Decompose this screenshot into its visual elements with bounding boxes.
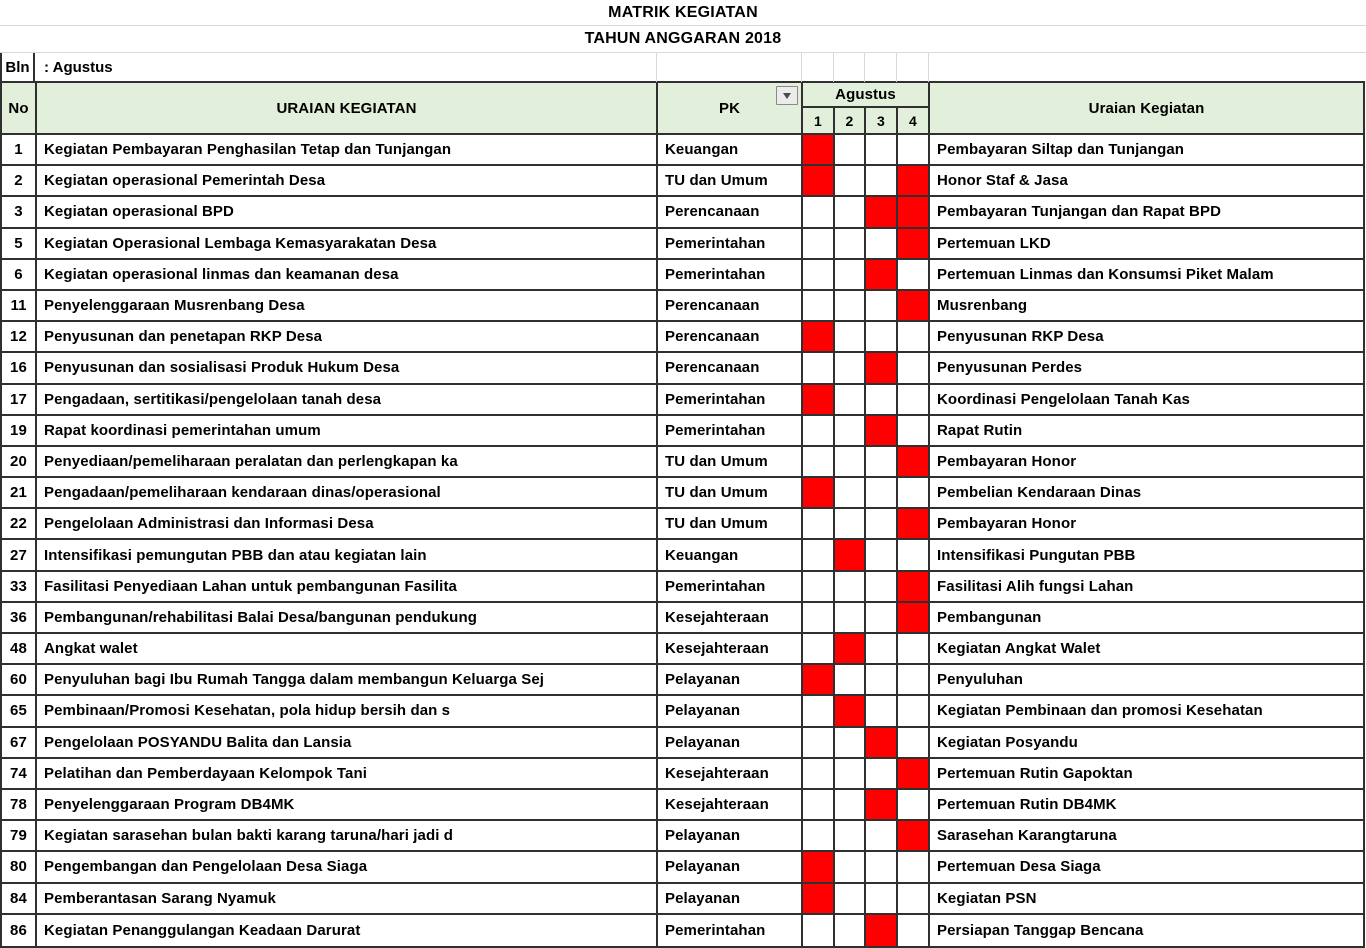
week-1-cell-filled — [803, 478, 835, 509]
cell-kegiatan: Pembinaan/Promosi Kesehatan, pola hidup bersih dan s — [37, 696, 658, 727]
week-3-cell — [866, 229, 898, 260]
gridline — [801, 53, 802, 82]
row-no: 60 — [2, 665, 37, 696]
week-2-cell — [835, 759, 866, 790]
header-uraian-right: Uraian Kegiatan — [930, 83, 1363, 135]
row-no: 86 — [2, 915, 37, 946]
row-no: 78 — [2, 790, 37, 821]
cell-pk: Kesejahteraan — [658, 634, 803, 665]
week-1-cell-filled — [803, 166, 835, 197]
week-2-cell — [835, 197, 866, 228]
cell-kegiatan: Pemberantasan Sarang Nyamuk — [37, 884, 658, 915]
week-4-cell — [898, 322, 930, 353]
cell-uraian: Pembelian Kendaraan Dinas — [930, 478, 1363, 509]
header-week-2: 2 — [835, 108, 866, 135]
cell-uraian: Pertemuan Desa Siaga — [930, 852, 1363, 883]
week-3-cell — [866, 509, 898, 540]
week-2-cell — [835, 790, 866, 821]
cell-kegiatan: Penyelenggaraan Program DB4MK — [37, 790, 658, 821]
week-4-cell — [898, 852, 930, 883]
pk-filter-dropdown[interactable] — [776, 86, 798, 105]
week-2-cell — [835, 821, 866, 852]
week-4-cell-filled — [898, 447, 930, 478]
cell-kegiatan: Kegiatan Penanggulangan Keadaan Darurat — [37, 915, 658, 946]
week-1-cell-filled — [803, 135, 835, 166]
cell-pk: Kesejahteraan — [658, 790, 803, 821]
week-4-cell-filled — [898, 509, 930, 540]
week-3-cell-filled — [866, 353, 898, 384]
row-no: 20 — [2, 447, 37, 478]
cell-kegiatan: Rapat koordinasi pemerintahan umum — [37, 416, 658, 447]
cell-uraian: Musrenbang — [930, 291, 1363, 322]
cell-uraian: Pertemuan Rutin DB4MK — [930, 790, 1363, 821]
cell-uraian: Pertemuan Linmas dan Konsumsi Piket Malam — [930, 260, 1363, 291]
week-4-cell — [898, 665, 930, 696]
cell-kegiatan: Kegiatan operasional BPD — [37, 197, 658, 228]
week-2-cell — [835, 166, 866, 197]
cell-pk: TU dan Umum — [658, 478, 803, 509]
week-2-cell — [835, 572, 866, 603]
gridline — [864, 53, 865, 82]
gridline — [833, 53, 834, 82]
week-1-cell — [803, 229, 835, 260]
week-1-cell-filled — [803, 852, 835, 883]
row-no: 65 — [2, 696, 37, 727]
cell-kegiatan: Kegiatan operasional Pemerintah Desa — [37, 166, 658, 197]
row-no: 12 — [2, 322, 37, 353]
cell-pk: Pelayanan — [658, 728, 803, 759]
week-1-cell — [803, 291, 835, 322]
week-3-cell-filled — [866, 197, 898, 228]
cell-pk: Pelayanan — [658, 665, 803, 696]
week-1-cell-filled — [803, 385, 835, 416]
cell-pk: Pemerintahan — [658, 416, 803, 447]
week-2-cell-filled — [835, 540, 866, 571]
week-2-cell — [835, 509, 866, 540]
week-3-cell-filled — [866, 790, 898, 821]
week-4-cell-filled — [898, 197, 930, 228]
week-3-cell — [866, 759, 898, 790]
week-4-cell-filled — [898, 572, 930, 603]
row-no: 11 — [2, 291, 37, 322]
cell-kegiatan: Pengembangan dan Pengelolaan Desa Siaga — [37, 852, 658, 883]
week-3-cell — [866, 291, 898, 322]
matrix-table — [0, 81, 1365, 948]
week-1-cell-filled — [803, 322, 835, 353]
row-no: 19 — [2, 416, 37, 447]
cell-uraian: Persiapan Tanggap Bencana — [930, 915, 1363, 946]
row-no: 67 — [2, 728, 37, 759]
row-no: 2 — [2, 166, 37, 197]
header-uraian-left: URAIAN KEGIATAN — [37, 83, 658, 135]
cell-uraian: Honor Staf & Jasa — [930, 166, 1363, 197]
week-1-cell — [803, 790, 835, 821]
week-3-cell — [866, 696, 898, 727]
week-4-cell — [898, 634, 930, 665]
cell-kegiatan: Kegiatan Operasional Lembaga Kemasyarakatan Desa — [37, 229, 658, 260]
week-3-cell-filled — [866, 416, 898, 447]
cell-pk: Pelayanan — [658, 696, 803, 727]
week-1-cell — [803, 197, 835, 228]
cell-pk: Pemerintahan — [658, 229, 803, 260]
cell-pk: Pemerintahan — [658, 385, 803, 416]
week-2-cell — [835, 728, 866, 759]
week-4-cell — [898, 260, 930, 291]
week-1-cell-filled — [803, 665, 835, 696]
header-pk — [658, 83, 803, 135]
row-no: 6 — [2, 260, 37, 291]
week-2-cell — [835, 665, 866, 696]
week-4-cell — [898, 884, 930, 915]
week-2-cell — [835, 385, 866, 416]
cell-uraian: Kegiatan PSN — [930, 884, 1363, 915]
cell-pk: TU dan Umum — [658, 166, 803, 197]
row-no: 21 — [2, 478, 37, 509]
week-3-cell — [866, 634, 898, 665]
week-1-cell — [803, 603, 835, 634]
week-1-cell — [803, 540, 835, 571]
row-no: 74 — [2, 759, 37, 790]
week-4-cell-filled — [898, 291, 930, 322]
cell-kegiatan: Angkat walet — [37, 634, 658, 665]
title-area — [0, 0, 1366, 81]
week-1-cell — [803, 759, 835, 790]
cell-kegiatan: Pelatihan dan Pemberdayaan Kelompok Tani — [37, 759, 658, 790]
cell-pk: Pelayanan — [658, 852, 803, 883]
cell-uraian: Pembayaran Tunjangan dan Rapat BPD — [930, 197, 1363, 228]
cell-pk: Perencanaan — [658, 353, 803, 384]
week-1-cell — [803, 696, 835, 727]
week-3-cell-filled — [866, 260, 898, 291]
cell-kegiatan: Fasilitasi Penyediaan Lahan untuk pembangunan Fasilita — [37, 572, 658, 603]
week-1-cell — [803, 915, 835, 946]
week-2-cell — [835, 135, 866, 166]
cell-uraian: Penyusunan RKP Desa — [930, 322, 1363, 353]
header-no: No — [2, 83, 37, 135]
gridline — [656, 53, 657, 82]
cell-uraian: Pembangunan — [930, 603, 1363, 634]
cell-pk: Perencanaan — [658, 291, 803, 322]
week-3-cell — [866, 166, 898, 197]
cell-kegiatan: Penyediaan/pemeliharaan peralatan dan perlengkapan ka — [37, 447, 658, 478]
cell-kegiatan: Kegiatan sarasehan bulan bakti karang taruna/hari jadi d — [37, 821, 658, 852]
week-4-cell — [898, 696, 930, 727]
week-4-cell — [898, 416, 930, 447]
week-3-cell — [866, 852, 898, 883]
week-4-cell — [898, 478, 930, 509]
week-3-cell — [866, 478, 898, 509]
cell-uraian: Intensifikasi Pungutan PBB — [930, 540, 1363, 571]
week-1-cell — [803, 260, 835, 291]
week-1-cell — [803, 572, 835, 603]
week-3-cell — [866, 884, 898, 915]
month-value: : Agustus — [44, 58, 113, 76]
row-no: 5 — [2, 229, 37, 260]
cell-kegiatan: Penyuluhan bagi Ibu Rumah Tangga dalam membangun Keluarga Sej — [37, 665, 658, 696]
cell-uraian: Pembayaran Honor — [930, 447, 1363, 478]
cell-pk: Perencanaan — [658, 322, 803, 353]
header-week-1: 1 — [803, 108, 835, 135]
cell-pk: TU dan Umum — [658, 447, 803, 478]
cell-pk: TU dan Umum — [658, 509, 803, 540]
week-1-cell — [803, 728, 835, 759]
cell-kegiatan: Penyelenggaraan Musrenbang Desa — [37, 291, 658, 322]
week-3-cell-filled — [866, 728, 898, 759]
cell-pk: Kesejahteraan — [658, 603, 803, 634]
week-4-cell — [898, 790, 930, 821]
week-1-cell — [803, 447, 835, 478]
row-no: 17 — [2, 385, 37, 416]
week-2-cell — [835, 229, 866, 260]
cell-kegiatan: Pengelolaan POSYANDU Balita dan Lansia — [37, 728, 658, 759]
cell-kegiatan: Pengadaan, sertitikasi/pengelolaan tanah desa — [37, 385, 658, 416]
cell-kegiatan: Pengadaan/pemeliharaan kendaraan dinas/operasional — [37, 478, 658, 509]
row-no: 80 — [2, 852, 37, 883]
header-week-4: 4 — [898, 108, 930, 135]
week-4-cell-filled — [898, 759, 930, 790]
week-2-cell — [835, 353, 866, 384]
week-3-cell — [866, 821, 898, 852]
week-3-cell — [866, 135, 898, 166]
week-2-cell — [835, 322, 866, 353]
week-4-cell — [898, 915, 930, 946]
week-4-cell — [898, 353, 930, 384]
gridline — [0, 25, 1366, 26]
cell-pk: Perencanaan — [658, 197, 803, 228]
month-row — [0, 52, 1366, 81]
week-1-cell-filled — [803, 884, 835, 915]
cell-uraian: Fasilitasi Alih fungsi Lahan — [930, 572, 1363, 603]
row-no: 79 — [2, 821, 37, 852]
cell-pk: Keuangan — [658, 135, 803, 166]
week-4-cell — [898, 540, 930, 571]
week-2-cell-filled — [835, 696, 866, 727]
cell-uraian: Pembayaran Siltap dan Tunjangan — [930, 135, 1363, 166]
cell-uraian: Kegiatan Posyandu — [930, 728, 1363, 759]
week-1-cell — [803, 821, 835, 852]
week-2-cell-filled — [835, 634, 866, 665]
week-2-cell — [835, 915, 866, 946]
row-no: 22 — [2, 509, 37, 540]
cell-uraian: Pertemuan LKD — [930, 229, 1363, 260]
gridline — [896, 53, 897, 82]
week-1-cell — [803, 509, 835, 540]
week-4-cell — [898, 728, 930, 759]
cell-kegiatan: Penyusunan dan sosialisasi Produk Hukum Desa — [37, 353, 658, 384]
cell-kegiatan: Pengelolaan Administrasi dan Informasi Desa — [37, 509, 658, 540]
week-4-cell — [898, 385, 930, 416]
week-1-cell — [803, 634, 835, 665]
cell-pk: Pelayanan — [658, 821, 803, 852]
report-subtitle: TAHUN ANGGARAN 2018 — [584, 30, 782, 47]
row-no: 84 — [2, 884, 37, 915]
row-no: 33 — [2, 572, 37, 603]
week-2-cell — [835, 416, 866, 447]
report-title: MATRIK KEGIATAN — [608, 4, 758, 21]
cell-pk: Pemerintahan — [658, 915, 803, 946]
week-3-cell — [866, 322, 898, 353]
cell-pk: Pelayanan — [658, 884, 803, 915]
cell-uraian: Koordinasi Pengelolaan Tanah Kas — [930, 385, 1363, 416]
cell-pk: Keuangan — [658, 540, 803, 571]
cell-uraian: Kegiatan Pembinaan dan promosi Kesehatan — [930, 696, 1363, 727]
week-4-cell-filled — [898, 229, 930, 260]
week-2-cell — [835, 447, 866, 478]
week-3-cell — [866, 665, 898, 696]
week-4-cell — [898, 135, 930, 166]
cell-kegiatan: Intensifikasi pemungutan PBB dan atau kegiatan lain — [37, 540, 658, 571]
row-no: 1 — [2, 135, 37, 166]
cell-pk: Kesejahteraan — [658, 759, 803, 790]
cell-uraian: Pertemuan Rutin Gapoktan — [930, 759, 1363, 790]
week-3-cell-filled — [866, 915, 898, 946]
week-2-cell — [835, 478, 866, 509]
week-4-cell-filled — [898, 166, 930, 197]
chevron-down-icon — [783, 93, 791, 99]
header-month: Agustus — [803, 83, 930, 108]
row-no: 27 — [2, 540, 37, 571]
cell-pk: Pemerintahan — [658, 260, 803, 291]
cell-uraian: Pembayaran Honor — [930, 509, 1363, 540]
cell-uraian: Sarasehan Karangtaruna — [930, 821, 1363, 852]
cell-uraian: Kegiatan Angkat Walet — [930, 634, 1363, 665]
week-2-cell — [835, 603, 866, 634]
cell-kegiatan: Kegiatan Pembayaran Penghasilan Tetap dan Tunjangan — [37, 135, 658, 166]
week-1-cell — [803, 353, 835, 384]
week-3-cell — [866, 447, 898, 478]
cell-pk: Pemerintahan — [658, 572, 803, 603]
week-3-cell — [866, 572, 898, 603]
cell-kegiatan: Penyusunan dan penetapan RKP Desa — [37, 322, 658, 353]
cell-uraian: Penyusunan Perdes — [930, 353, 1363, 384]
week-3-cell — [866, 385, 898, 416]
week-2-cell — [835, 852, 866, 883]
week-3-cell — [866, 603, 898, 634]
week-4-cell-filled — [898, 603, 930, 634]
cell-kegiatan: Pembangunan/rehabilitasi Balai Desa/bangunan pendukung — [37, 603, 658, 634]
cell-uraian: Penyuluhan — [930, 665, 1363, 696]
month-label: Bln — [0, 53, 35, 81]
gridline — [928, 53, 929, 82]
header-week-3: 3 — [866, 108, 898, 135]
row-no: 36 — [2, 603, 37, 634]
cell-kegiatan: Kegiatan operasional linmas dan keamanan desa — [37, 260, 658, 291]
week-3-cell — [866, 540, 898, 571]
cell-uraian: Rapat Rutin — [930, 416, 1363, 447]
row-no: 48 — [2, 634, 37, 665]
row-no: 16 — [2, 353, 37, 384]
week-1-cell — [803, 416, 835, 447]
header-pk-label: PK — [718, 99, 741, 117]
week-2-cell — [835, 291, 866, 322]
row-no: 3 — [2, 197, 37, 228]
week-2-cell — [835, 260, 866, 291]
week-4-cell-filled — [898, 821, 930, 852]
week-2-cell — [835, 884, 866, 915]
